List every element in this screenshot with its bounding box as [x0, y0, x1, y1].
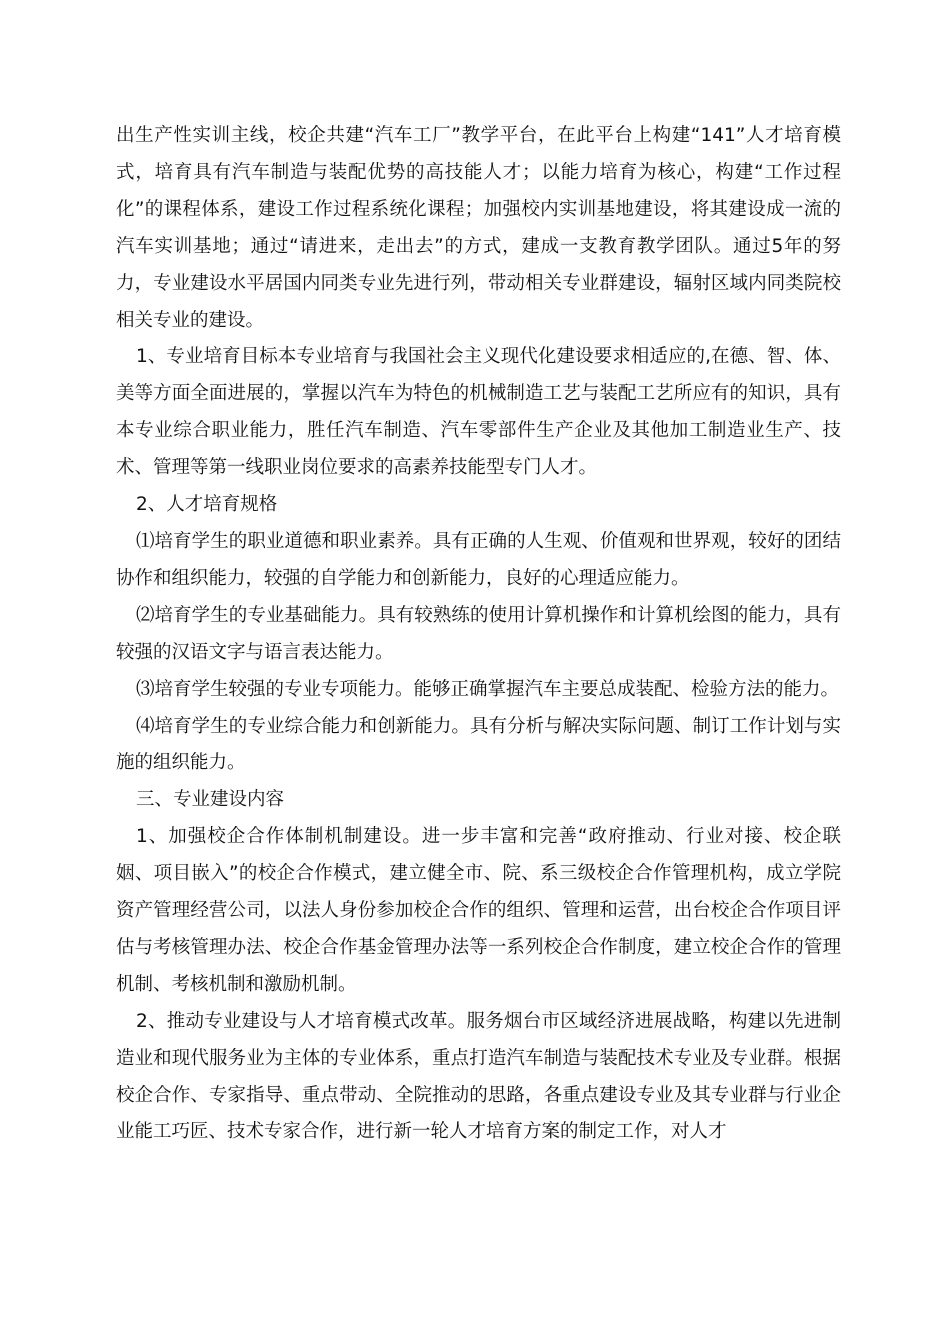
section-heading-construction: 三、专业建设内容	[136, 789, 285, 811]
paragraph-training-goal: 1、专业培育目标本专业培育与我国社会主义现代化建设要求相适应的,在德、智、体、美等方面全面进展的，掌握以汽车为特色的机械制造工艺与装配工艺所应有的知识，具有本专业综合职业能力，胜任汽车制造、汽车零部件生产企业及其他加工制造业生产、技术、管理等第一线职业岗位要求的高素养技能型专门人才。	[116, 346, 841, 479]
paragraph-intro-continued: 出生产性实训主线，校企共建“汽车工厂”教学平台，在此平台上构建“141”人才培育模式，培育具有汽车制造与装配优势的高技能人才；以能力培育为核心，构建“工作过程化”的课程体系，建设工作过程系统化课程；加强校内实训基地建设，将其建设成一流的汽车实训基地；通过“请进来，走出去”的方式，建成一支教育教学团队。通过5年的努力，专业建设水平居国内同类专业先进行列，带动相关专业群建设，辐射区域内同类院校相关专业的建设。	[116, 125, 841, 331]
list-item-spec-1: ⑴培育学生的职业道德和职业素养。具有正确的人生观、价值观和世界观，较好的团结协作和组织能力，较强的自学能力和创新能力，良好的心理适应能力。	[116, 530, 841, 589]
paragraph-reform: 2、推动专业建设与人才培育模式改革。服务烟台市区域经济进展战略，构建以先进制造业和现代服务业为主体的专业体系，重点打造汽车制造与装配技术专业及专业群。根据校企合作、专家指导、重点带动、全院推动的思路，各重点建设专业及其专业群与行业企业能工巧匠、技术专家合作，进行新一轮人才培育方案的制定工作，对人才	[116, 1010, 841, 1143]
document-body	[116, 118, 841, 1151]
heading-talent-specs: 2、人才培育规格	[136, 494, 278, 516]
paragraph-school-enterprise: 1、加强校企合作体制机制建设。进一步丰富和完善“政府推动、行业对接、校企联姻、项目嵌入”的校企合作模式，建立健全市、院、系三级校企合作管理机构，成立学院资产管理经营公司，以法人身份参加校企合作的组织、管理和运营，出台校企合作项目评估与考核管理办法、校企合作基金管理办法等一系列校企合作制度，建立校企合作的管理机制、考核机制和激励机制。	[116, 826, 841, 995]
list-item-spec-3: ⑶培育学生较强的专业专项能力。能够正确掌握汽车主要总成装配、检验方法的能力。	[136, 678, 840, 700]
list-item-spec-4: ⑷培育学生的专业综合能力和创新能力。具有分析与解决实际问题、制订工作计划与实施的组织能力。	[116, 715, 841, 774]
list-item-spec-2: ⑵培育学生的专业基础能力。具有较熟练的使用计算机操作和计算机绘图的能力，具有较强的汉语文字与语言表达能力。	[116, 604, 841, 663]
